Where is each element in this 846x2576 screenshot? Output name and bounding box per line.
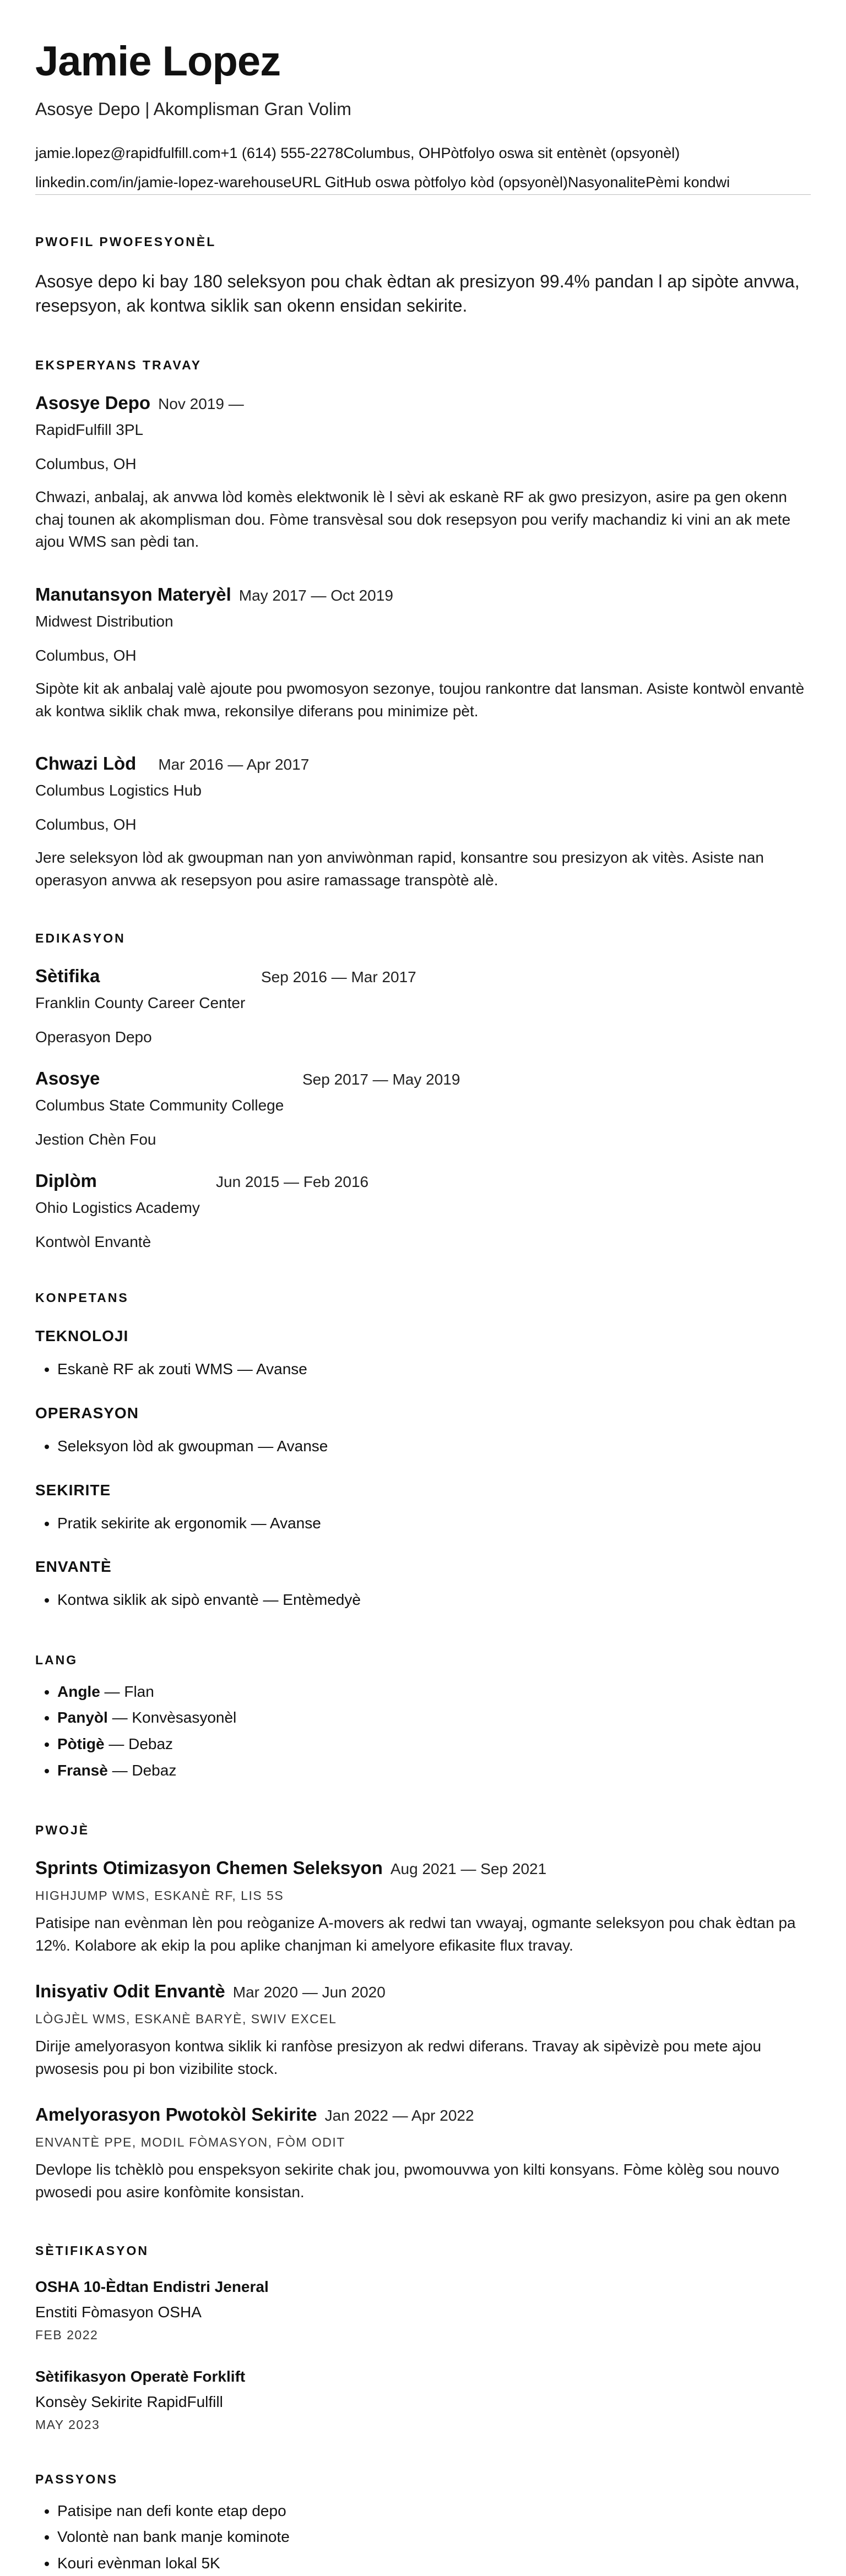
language-name: Panyòl (57, 1709, 108, 1727)
language-level: — Konvèsasyonèl (107, 1709, 237, 1727)
project-description: Devlope lis tchèklò pou enspeksyon sekirite chak jou, pwomouvwa yon kilti konsyans. Fòme kòlèg sou nouvo pwosedi pou asire konfòmite konsistan. (35, 2161, 779, 2201)
skill-category: TEKNOLOJI (35, 1327, 129, 1345)
skill-item: • Eskanè RF ak zouti WMS — Avanse (57, 1356, 811, 1382)
education-dates: Sep 2017 — May 2019 (302, 1071, 460, 1088)
project-entry (35, 1981, 811, 2080)
education-field: Jestion Chèn Fou (35, 1131, 156, 1148)
contact-row (35, 145, 811, 162)
location-text: Columbus, OH (343, 144, 441, 161)
language-name: Pòtigè (57, 1735, 105, 1752)
project-tags: ENVANTÈ PPE, MODIL FÒMASYON, FÒM ODIT (35, 2135, 345, 2150)
nationality-text: Nasyonalite (567, 173, 646, 190)
project-dates: Jan 2022 — Apr 2022 (324, 2107, 474, 2125)
language-name: Angle (57, 1682, 100, 1700)
project-description: Dirije amelyorasyon kontwa siklik ki ranfòse presizyon ak redwi diferans. Travay ak sipèvizè pou mete ajou pwosesis pou pi bon vizibilite stock. (35, 2038, 762, 2077)
project-tags: HIGHJUMP WMS, ESKANÈ RF, LIS 5S (35, 1888, 284, 1903)
experience-location: Columbus, OH (35, 646, 137, 664)
certification-entry (35, 2368, 811, 2432)
certification-issuer: Konsèy Sekirite RapidFulfill (35, 2393, 223, 2410)
section-title-skills: KONPETANS (35, 1290, 129, 1305)
interest-list (35, 2498, 811, 2576)
project-name: Amelyorasyon Pwotokòl Sekirite (35, 2104, 317, 2125)
project-description: Patisipe nan evènman lèn pou reòganize A-movers ak redwi tan vwayaj, ogmante seleksyon pou chak èdtan pa 12%. Kolabore ak ekip la pou aplike chanjman ki amelyore efikasite flux travay. (35, 1914, 796, 1954)
skill-category: ENVANTÈ (35, 1558, 112, 1576)
section-title-interests: PASSYONS (35, 2471, 118, 2486)
language-level: — Debaz (104, 1735, 173, 1752)
experience-company: Midwest Distribution (35, 612, 173, 630)
education-entry (35, 966, 811, 1046)
certification-issuer: Enstiti Fòmasyon OSHA (35, 2303, 202, 2321)
github-link[interactable]: URL GitHub oswa pòtfolyo kòd (opsyonèl) (291, 173, 568, 190)
education-field: Operasyon Depo (35, 1028, 152, 1046)
project-name: Inisyativ Odit Envantè (35, 1981, 225, 2002)
language-item (57, 1731, 811, 1757)
project-entry (35, 1858, 811, 1957)
education-field: Kontwòl Envantè (35, 1233, 151, 1251)
candidate-headline: Asosye Depo | Akomplisman Gran Volim (35, 99, 351, 119)
language-name: Fransè (57, 1761, 108, 1779)
section-title-experience: EKSPERYANS TRAVAY (35, 358, 202, 373)
section-title-certifications: SÈTIFIKASYON (35, 2243, 149, 2258)
language-level: — Debaz (107, 1761, 177, 1779)
skill-category: OPERASYON (35, 1404, 139, 1422)
language-item (57, 1679, 811, 1705)
experience-location: Columbus, OH (35, 455, 137, 473)
education-school: Ohio Logistics Academy (35, 1199, 200, 1217)
experience-location: Columbus, OH (35, 816, 137, 834)
experience-company: Columbus Logistics Hub (35, 782, 202, 799)
education-school: Columbus State Community College (35, 1097, 284, 1114)
language-list (35, 1679, 811, 1783)
education-degree: Diplòm (35, 1170, 97, 1191)
experience-description: Sipòte kit ak anbalaj valè ajoute pou pwomosyon sezonye, toujou rankontre dat lansman. Asiste kontwòl envantè ak kontwa siklik chak mwa, rekonsilye diferans pou minimize pèt. (35, 679, 805, 720)
skill-list (35, 1433, 811, 1459)
email-link[interactable]: jamie.lopez@rapidfulfill.com (35, 144, 221, 161)
experience-role: Asosye Depo (35, 393, 151, 413)
experience-dates: May 2017 — Oct 2019 (238, 586, 393, 604)
education-school: Franklin County Career Center (35, 994, 246, 1012)
skill-item: • Seleksyon lòd ak gwoupman — Avanse (57, 1433, 811, 1459)
section-title-languages: LANG (35, 1652, 78, 1667)
interest-item: • Patisipe nan defi konte etap depo (57, 2498, 811, 2524)
interest-item: • Volontè nan bank manje kominote (57, 2524, 811, 2550)
experience-entry (35, 584, 811, 722)
linkedin-link[interactable]: linkedin.com/in/jamie-lopez-warehouse (35, 173, 292, 190)
experience-entry (35, 753, 811, 891)
education-entry (35, 1170, 811, 1251)
certification-date: FEB 2022 (35, 2327, 99, 2342)
skill-list (35, 1356, 811, 1382)
portfolio-link[interactable]: Pòtfolyo oswa sit entènèt (opsyonèl) (441, 144, 680, 161)
experience-entry (35, 393, 811, 553)
education-degree: Sètifika (35, 966, 100, 987)
education-dates: Sep 2016 — Mar 2017 (261, 968, 416, 986)
certification-date: MAY 2023 (35, 2417, 100, 2432)
experience-role: Chwazi Lòd (35, 753, 137, 774)
experience-description: Chwazi, anbalaj, ak anvwa lòd komès elektwonik lè l sèvi ak eskanè RF ak gwo presizyon, asire pa gen okenn chaj tounen ak akomplisman dou. Fòme transvèsal sou dok resepsyon pou verify machandiz ki vini an ak mete ajou WMS san pèdi tan. (35, 488, 791, 551)
section-title-projects: PWOJÈ (35, 1823, 90, 1838)
candidate-name: Jamie Lopez (35, 38, 281, 85)
project-name: Sprints Otimizasyon Chemen Seleksyon (35, 1858, 383, 1878)
interest-item: • Kouri evènman lokal 5K (57, 2550, 811, 2576)
license-text: Pèmi kondwi (646, 173, 730, 190)
project-tags: LÒGJÈL WMS, ESKANÈ BARYÈ, SWIV EXCEL (35, 2012, 337, 2027)
skill-list (35, 1510, 811, 1537)
certification-name: Sètifikasyon Operatè Forklift (35, 2367, 246, 2385)
certification-entry (35, 2278, 811, 2343)
skill-item: • Pratik sekirite ak ergonomik — Avanse (57, 1510, 811, 1537)
skill-category: SEKIRITE (35, 1481, 111, 1499)
phone-number: +1 (614) 555-2278 (220, 144, 344, 161)
education-entry (35, 1068, 811, 1148)
education-dates: Jun 2015 — Feb 2016 (216, 1173, 369, 1191)
education-degree: Asosye (35, 1068, 100, 1089)
language-item (57, 1704, 811, 1731)
links-row (35, 174, 811, 195)
experience-role: Manutansyon Materyèl (35, 584, 231, 604)
project-dates: Aug 2021 — Sep 2021 (390, 1860, 547, 1878)
section-title-summary: PWOFIL PWOFESYONÈL (35, 234, 216, 249)
project-entry (35, 2104, 811, 2203)
skill-list (35, 1587, 811, 1613)
section-title-education: EDIKASYON (35, 931, 126, 946)
experience-dates: Mar 2016 — Apr 2017 (158, 756, 310, 774)
experience-description: Jere seleksyon lòd ak gwoupman nan yon anviwònman rapid, konsantre sou presizyon ak vitès. Asiste nan operasyon anvwa ak resepsyon pou asire ramassage transpòtè alè. (35, 849, 764, 889)
experience-company: RapidFulfill 3PL (35, 421, 144, 439)
skill-item: • Kontwa siklik ak sipò envantè — Entèmedyè (57, 1587, 811, 1613)
summary-text: Asosye depo ki bay 180 seleksyon pou chak èdtan ak presizyon 99.4% pandan l ap sipòte anvwa, resepsyon, ak kontwa siklik san okenn ensidan sekirite. (35, 271, 800, 316)
experience-dates: Nov 2019 — (158, 395, 244, 413)
project-dates: Mar 2020 — Jun 2020 (232, 1984, 386, 2001)
certification-name: OSHA 10-Èdtan Endistri Jeneral (35, 2278, 269, 2295)
language-item (57, 1757, 811, 1784)
language-level: — Flan (100, 1682, 154, 1700)
